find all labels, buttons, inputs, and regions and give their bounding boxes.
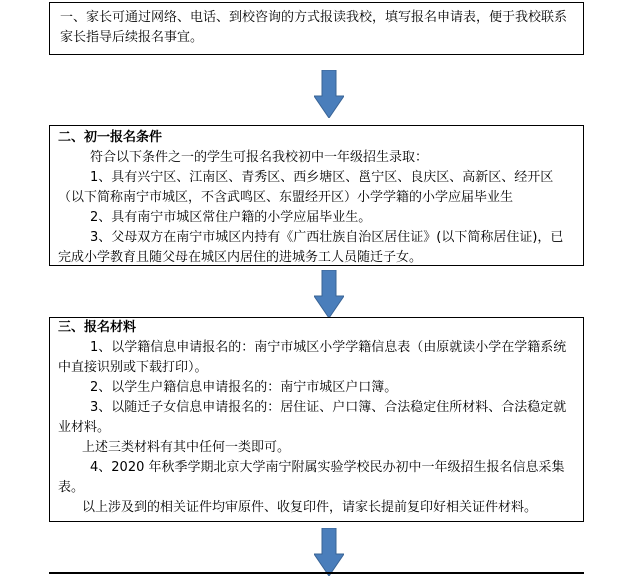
step1-text: 一、家长可通过网络、电话、到校咨询的方式报读我校，填写报名申请表，便于我校联系家长指导后续报名事宜。	[60, 10, 568, 45]
step3-item2: 2、以学生户籍信息申请报名的：南宁市城区户口簿。	[90, 380, 398, 395]
down-arrow-icon	[314, 270, 344, 318]
step2-item2: 2、具有南宁市城区常住户籍的小学应届毕业生。	[90, 210, 372, 225]
step3-item1: 1、以学籍信息申请报名的：南宁市城区小学学籍信息表（由原就读小学在学籍系统中直接识别或下载打印）。	[58, 340, 567, 375]
down-arrow-icon	[314, 528, 344, 576]
step2-item1: 1、具有兴宁区、江南区、青秀区、西乡塘区、邕宁区、良庆区、高新区、经开区（以下简称南宁市城区，不含武鸣区、东盟经开区）小学学籍的小学应届毕业生	[58, 170, 554, 205]
step3-item4: 4、2020 年秋季学期北京大学南宁附属实验学校民办初中一年级招生报名信息采集表。	[58, 460, 565, 495]
step3-box	[49, 317, 584, 522]
step2-box	[49, 125, 584, 266]
step3-title: 三、报名材料	[58, 320, 137, 335]
step2-intro: 符合以下条件之一的学生可报名我校初中一年级招生录取：	[90, 150, 429, 165]
down-arrow-icon	[314, 70, 344, 118]
step2-item3: 3、父母双方在南宁市城区内持有《广西壮族自治区居住证》(以下简称居住证)，已完成小学教育且随父母在城区内居住的进城务工人员随迁子女。	[58, 230, 564, 265]
step1-box	[49, 2, 584, 55]
step3-footer: 以上涉及到的相关证件均审原件、收复印件，请家长提前复印好相关证件材料。	[82, 500, 538, 515]
step3-item3: 3、以随迁子女信息申请报名的：居住证、户口簿、合法稳定住所材料、合法稳定就业材料。	[58, 400, 567, 435]
step2-title: 二、初一报名条件	[58, 130, 163, 145]
step3-note: 上述三类材料有其中任何一类即可。	[82, 440, 291, 455]
next-box-top-border	[49, 572, 584, 574]
